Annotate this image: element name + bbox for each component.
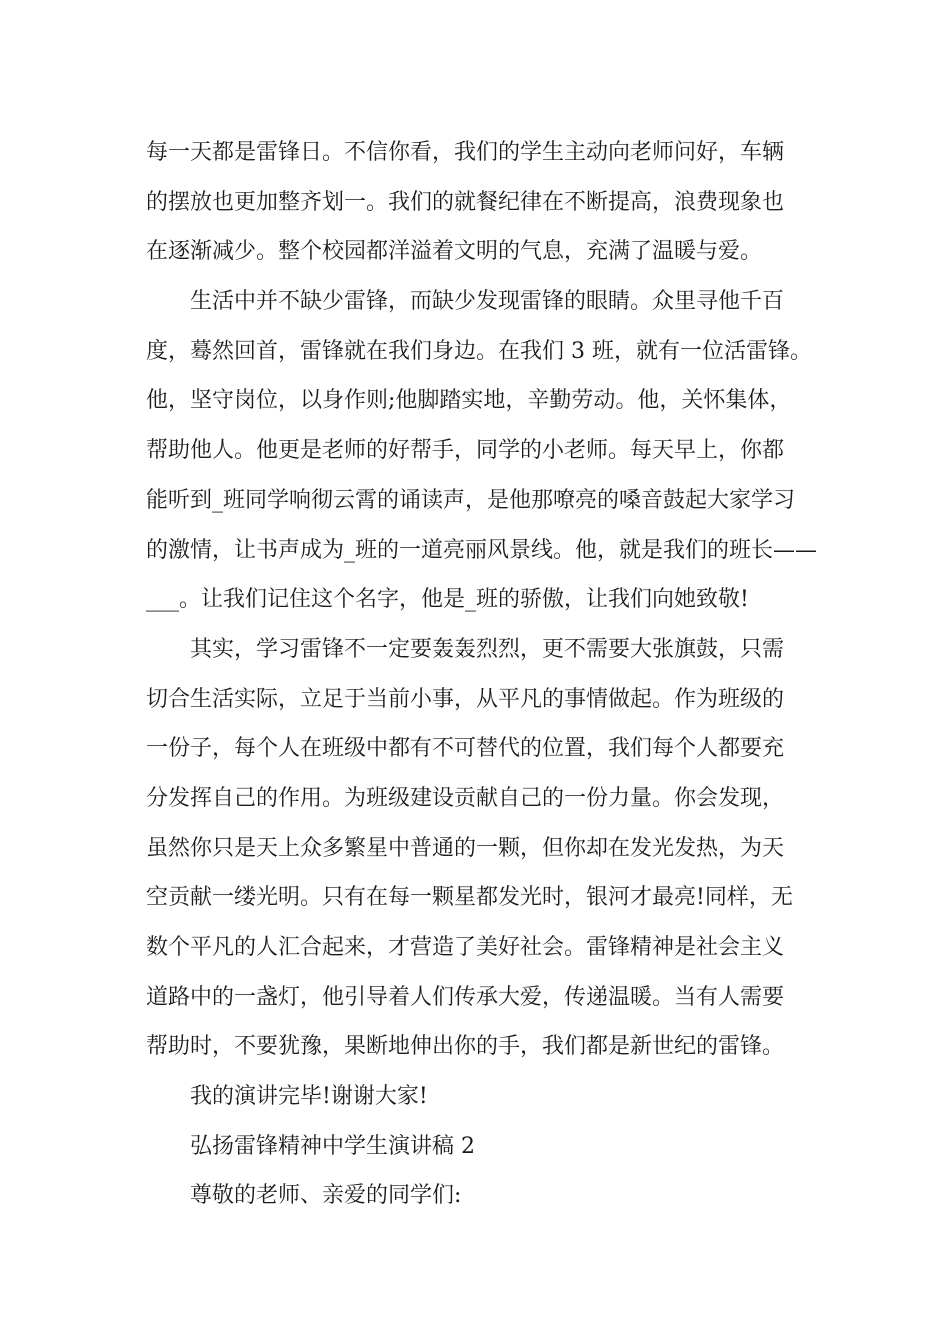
text-line: 在逐渐减少。整个校园都洋溢着文明的气息，充满了温暖与爱。 xyxy=(146,239,763,265)
text-line: 每一天都是雷锋日。不信你看，我们的学生主动向老师问好，车辆 xyxy=(146,140,785,165)
text-line: 帮助时，不要犹豫，果断地伸出你的手，我们都是新世纪的雷锋。 xyxy=(146,1034,785,1060)
text-line: 的激情，让书声成为_班的一道亮丽风景线。他，就是我们的班长—— xyxy=(146,537,818,563)
text-line: 虽然你只是天上众多繁星中普通的一颗，但你却在发光发热，为天 xyxy=(146,835,785,861)
paragraph xyxy=(146,625,826,1072)
text-line: 空贡献一缕光明。只有在每一颗星都发光时，银河才最亮!同样，无 xyxy=(146,885,793,911)
text-line: 尊敬的老师、亲爱的同学们: xyxy=(190,1183,462,1209)
text-line: 一份子，每个人在班级中都有不可替代的位置，我们每个人都要充 xyxy=(146,736,785,762)
text-line: 切合生活实际，立足于当前小事，从平凡的事情做起。作为班级的 xyxy=(146,686,785,712)
paragraph xyxy=(146,1171,826,1221)
paragraph xyxy=(146,1072,826,1122)
text-line: 其实，学习雷锋不一定要轰轰烈烈，更不需要大张旗鼓，只需 xyxy=(190,636,785,662)
text-line: 生活中并不缺少雷锋，而缺少发现雷锋的眼睛。众里寻他千百 xyxy=(190,289,785,315)
paragraph xyxy=(146,277,826,625)
text-line: 能听到_班同学响彻云霄的诵读声，是他那嘹亮的嗓音鼓起大家学习 xyxy=(146,487,796,513)
text-line: 度，蓦然回首，雷锋就在我们身边。在我们 3 班，就有一位活雷锋。 xyxy=(146,338,812,364)
paragraph xyxy=(146,128,826,277)
paragraph xyxy=(146,1122,826,1172)
text-line: ___。让我们记住这个名字，他是_班的骄傲，让我们向她致敬! xyxy=(146,587,749,613)
text-line: 数个平凡的人汇合起来，才营造了美好社会。雷锋精神是社会主义 xyxy=(146,935,785,960)
text-line: 分发挥自己的作用。为班级建设贡献自己的一份力量。你会发现， xyxy=(146,785,785,811)
text-line: 帮助他人。他更是老师的好帮手，同学的小老师。每天早上，你都 xyxy=(146,438,785,464)
text-line: 的摆放也更加整齐划一。我们的就餐纪律在不断提高，浪费现象也 xyxy=(146,189,785,215)
text-line: 他，坚守岗位，以身作则;他脚踏实地，辛勤劳动。他，关怀集体， xyxy=(146,388,792,414)
text-line: 道路中的一盏灯，他引导着人们传承大爱，传递温暖。当有人需要 xyxy=(146,984,785,1010)
text-line: 我的演讲完毕!谢谢大家! xyxy=(190,1084,428,1110)
document-body xyxy=(146,128,826,1221)
text-line: 弘扬雷锋精神中学生演讲稿 2 xyxy=(190,1133,475,1159)
